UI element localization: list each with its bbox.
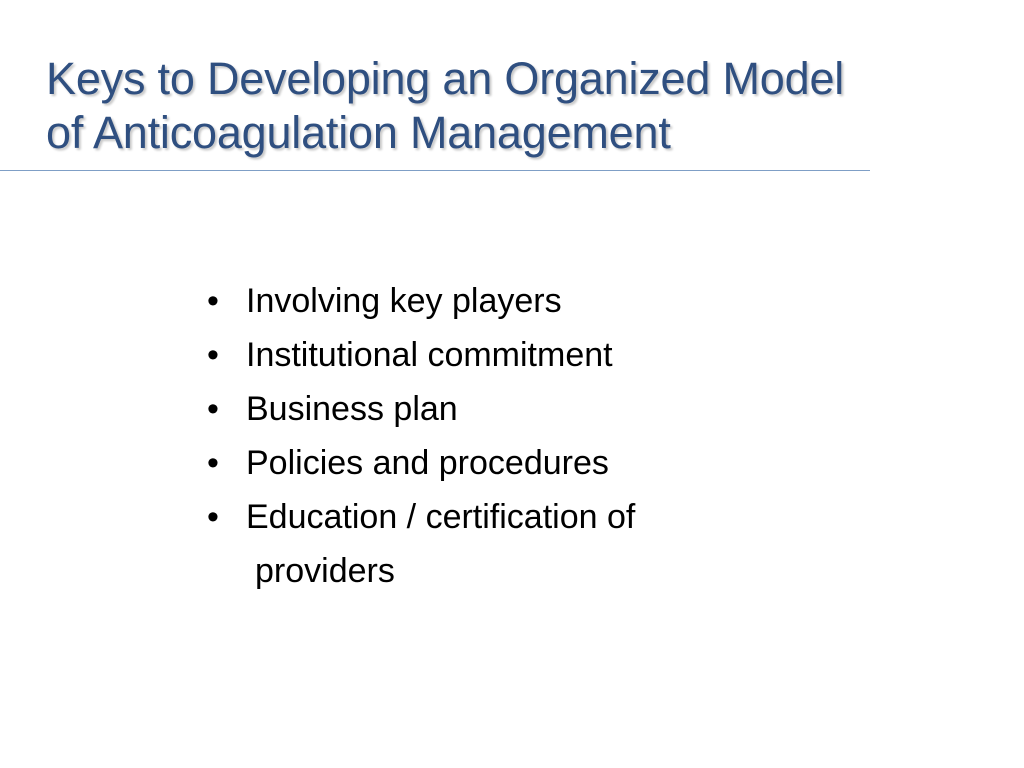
bullet-item [207,274,635,328]
bullet-dot-icon: • [207,390,219,428]
bullet-item [207,382,635,436]
bullet-text: Business plan [246,390,458,428]
title-divider [0,170,870,171]
bullet-item [207,490,635,598]
bullet-dot-icon: • [207,282,219,320]
bullet-dot-icon: • [207,336,219,374]
slide-title-line-2: of Anticoagulation Management [46,107,671,158]
bullet-text-continuation: providers [255,552,395,590]
bullet-text: Institutional commitment [246,336,613,374]
bullet-text: Education / certification of [246,498,636,536]
slide-title [46,52,1006,160]
bullet-text: Involving key players [246,282,562,320]
bullet-item [207,436,635,490]
bullet-dot-icon: • [207,498,219,536]
slide-title-line-1: Keys to Developing an Organized Model [46,53,845,104]
bullet-item [207,328,635,382]
bullet-dot-icon: • [207,444,219,482]
bullet-text: Policies and procedures [246,444,609,482]
bullet-list [207,274,635,598]
